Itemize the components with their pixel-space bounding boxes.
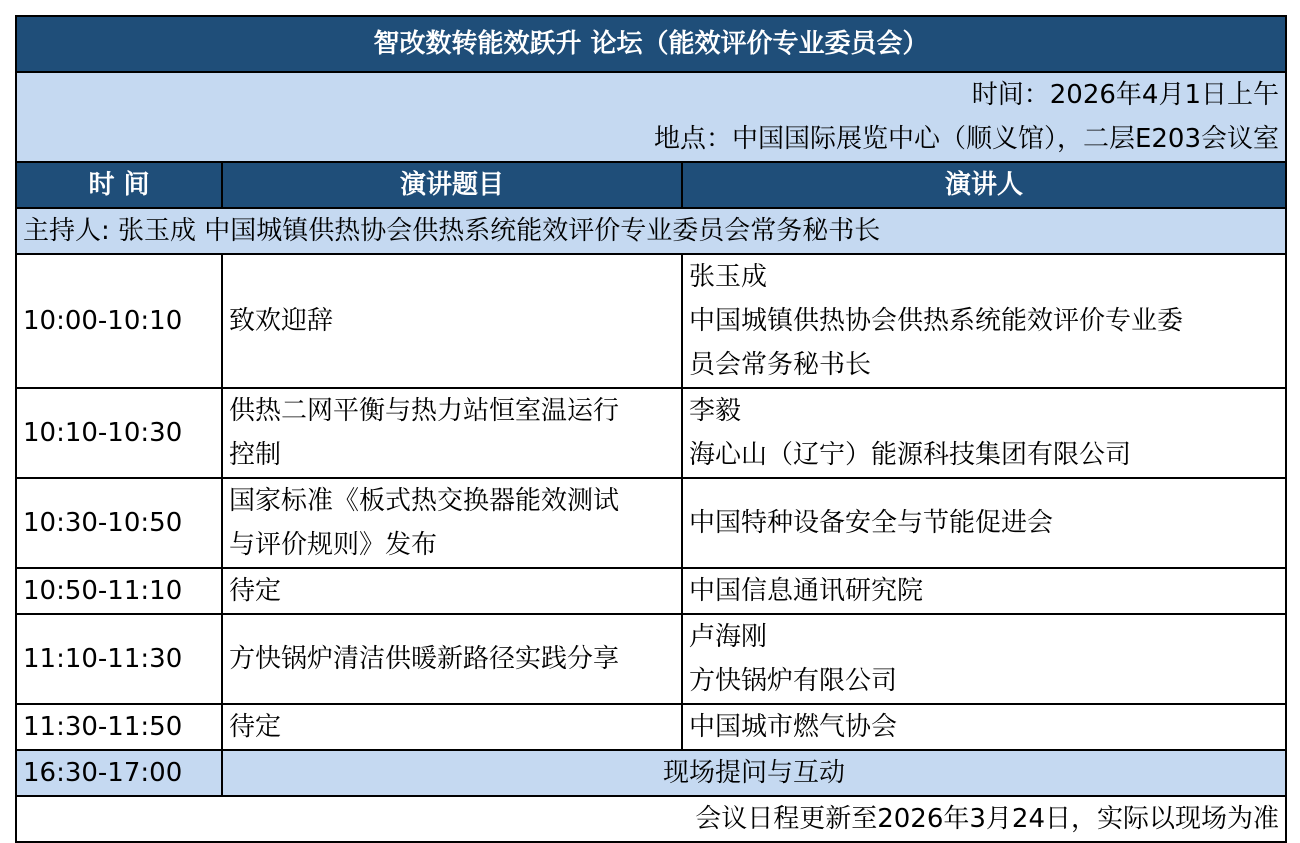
session-topic xyxy=(222,704,682,750)
speaker-line: 中国特种设备安全与节能促进会 xyxy=(689,508,1054,538)
event-time: 时间：2026年4月1日上午 xyxy=(971,80,1279,110)
host-text: 主持人: 张玉成 中国城镇供热协会供热系统能效评价专业委员会常务秘书长 xyxy=(16,208,1286,254)
event-info xyxy=(16,72,1286,162)
session-speaker xyxy=(682,254,1286,388)
session-time: 11:10-11:30 xyxy=(16,614,222,704)
speaker-line: 中国城市燃气协会 xyxy=(689,712,898,742)
speaker-line: 方快锅炉有限公司 xyxy=(689,666,898,696)
topic-line: 控制 xyxy=(229,440,282,470)
session-time: 10:30-10:50 xyxy=(16,478,222,568)
table-row xyxy=(16,704,1286,750)
update-note: 会议日程更新至2026年3月24日，实际以现场为准 xyxy=(16,796,1286,842)
topic-line: 待定 xyxy=(229,712,282,742)
footer-row xyxy=(16,796,1286,842)
closing-time: 16:30-17:00 xyxy=(16,750,222,796)
closing-topic: 现场提问与互动 xyxy=(222,750,1286,796)
session-topic xyxy=(222,478,682,568)
session-time: 11:30-11:50 xyxy=(16,704,222,750)
table-row xyxy=(16,254,1286,388)
topic-line: 供热二网平衡与热力站恒室温运行 xyxy=(229,396,620,426)
speaker-line: 中国城镇供热协会供热系统能效评价专业委 xyxy=(689,306,1184,336)
session-time: 10:50-11:10 xyxy=(16,568,222,614)
speaker-line: 员会常务秘书长 xyxy=(689,350,872,380)
speaker-line: 张玉成 xyxy=(689,262,768,292)
topic-line: 致欢迎辞 xyxy=(229,306,334,336)
schedule-table xyxy=(15,15,1287,843)
title-row xyxy=(16,16,1286,72)
column-header-row xyxy=(16,162,1286,208)
session-topic xyxy=(222,614,682,704)
speaker-line: 海心山（辽宁）能源科技集团有限公司 xyxy=(689,440,1132,470)
info-row xyxy=(16,72,1286,162)
header-speaker: 演讲人 xyxy=(682,162,1286,208)
session-speaker xyxy=(682,614,1286,704)
table-row xyxy=(16,388,1286,478)
session-speaker xyxy=(682,704,1286,750)
session-topic xyxy=(222,568,682,614)
session-speaker xyxy=(682,478,1286,568)
topic-line: 与评价规则》发布 xyxy=(229,530,438,560)
session-topic xyxy=(222,388,682,478)
speaker-line: 李毅 xyxy=(689,396,742,426)
forum-title: 智改数转能效跃升 论坛（能效评价专业委员会） xyxy=(16,16,1286,72)
session-topic xyxy=(222,254,682,388)
table-row xyxy=(16,614,1286,704)
header-topic: 演讲题目 xyxy=(222,162,682,208)
closing-row xyxy=(16,750,1286,796)
session-speaker xyxy=(682,568,1286,614)
host-row xyxy=(16,208,1286,254)
table-row xyxy=(16,568,1286,614)
session-time: 10:10-10:30 xyxy=(16,388,222,478)
speaker-line: 中国信息通讯研究院 xyxy=(689,576,924,606)
topic-line: 待定 xyxy=(229,576,282,606)
session-speaker xyxy=(682,388,1286,478)
speaker-line: 卢海刚 xyxy=(689,622,768,652)
topic-line: 国家标准《板式热交换器能效测试 xyxy=(229,486,620,516)
event-location: 地点：中国国际展览中心（顺义馆），二层E203会议室 xyxy=(653,124,1279,154)
table-row xyxy=(16,478,1286,568)
header-time: 时 间 xyxy=(16,162,222,208)
session-time: 10:00-10:10 xyxy=(16,254,222,388)
topic-line: 方快锅炉清洁供暖新路径实践分享 xyxy=(229,644,620,674)
